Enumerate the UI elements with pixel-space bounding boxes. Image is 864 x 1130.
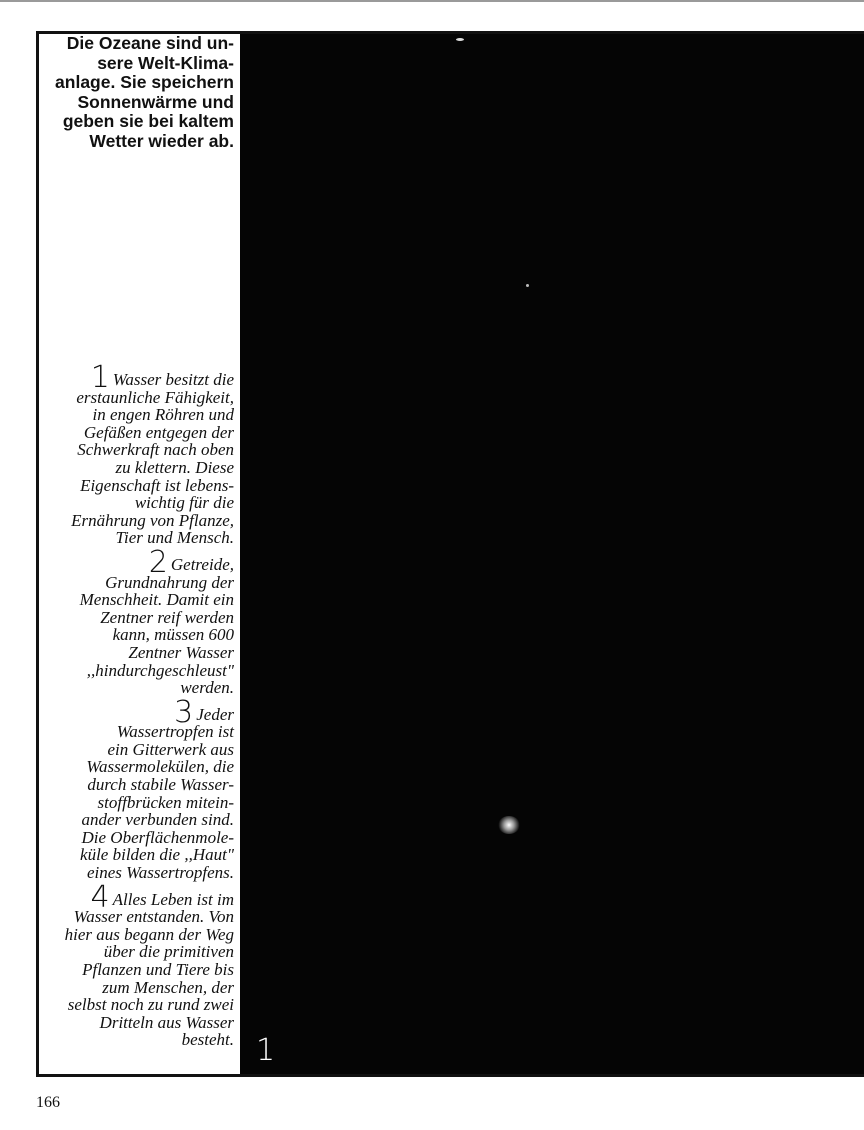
note-1 xyxy=(38,360,234,548)
page-number: 166 xyxy=(36,1094,60,1111)
note-line: Gefäßen entgegen der xyxy=(83,422,234,442)
caption-line: sere Welt-Klima- xyxy=(97,52,234,73)
note-line: Pflanzen und Tiere bis xyxy=(82,960,234,979)
caption-line: anlage. Sie speichern xyxy=(55,72,234,92)
note-line: stoffbrücken mitein- xyxy=(97,792,234,812)
note-line: besteht. xyxy=(181,1030,234,1050)
note-line: wichtig für die xyxy=(134,493,234,513)
note-line: Getreide, xyxy=(170,554,234,574)
note-2 xyxy=(38,544,234,698)
note-line: Ernährung von Pflanze, xyxy=(71,510,234,530)
water-drop-glow xyxy=(498,816,520,834)
note-line: Tier und Mensch. xyxy=(115,528,234,548)
note-line: selbst noch zu rund zwei xyxy=(67,995,234,1015)
note-line: ein Gitterwerk aus xyxy=(107,739,234,759)
note-line: Zentner Wasser xyxy=(128,642,234,662)
note-line: zum Menschen, der xyxy=(102,977,234,997)
caption-line: Wetter wieder ab. xyxy=(89,130,234,151)
note-number: 3 xyxy=(174,694,194,730)
note-4 xyxy=(38,879,234,1050)
note-line: werden. xyxy=(180,678,234,698)
note-number: 2 xyxy=(148,544,168,580)
caption-line: Die Ozeane sind un- xyxy=(66,33,234,53)
note-line: Wassertropfen ist xyxy=(116,722,234,742)
speck-top xyxy=(456,38,464,41)
caption-line: geben sie bei kaltem xyxy=(62,111,234,131)
photo-marker: 1 xyxy=(256,1033,276,1068)
note-line: Alles Leben ist im xyxy=(112,889,234,909)
numbered-notes xyxy=(38,360,234,1055)
note-number: 4 xyxy=(90,879,110,915)
note-line: Wasser entstanden. Von xyxy=(73,907,234,927)
note-line: Eigenschaft ist lebens- xyxy=(80,475,234,495)
note-line: Grundnahrung der xyxy=(105,572,234,592)
photo-panel xyxy=(240,34,864,1074)
note-line: eines Wassertropfens. xyxy=(86,863,234,883)
note-line: durch stabile Wasser- xyxy=(87,775,234,795)
note-line: kann, müssen 600 xyxy=(112,625,234,645)
note-line: Wassermolekülen, die xyxy=(86,757,234,777)
note-line: Jeder xyxy=(196,704,234,724)
note-line: ander verbunden sind. xyxy=(81,810,234,830)
note-line: über die primitiven xyxy=(103,942,234,962)
caption-line: Sonnenwärme und xyxy=(77,91,234,112)
note-line: Wasser besitzt die xyxy=(112,370,234,389)
note-line: küle bilden die ,,Haut" xyxy=(80,845,234,865)
note-line: ,,hindurchgeschleust" xyxy=(86,660,234,680)
caption xyxy=(44,34,234,151)
note-line: Schwerkraft nach oben xyxy=(77,440,234,460)
note-line: zu klettern. Diese xyxy=(115,457,234,477)
note-line: Die Oberflächenmole- xyxy=(81,827,234,847)
note-3 xyxy=(38,694,234,883)
top-rule xyxy=(0,0,864,2)
note-line: Zentner reif werden xyxy=(100,607,234,627)
note-line: erstaunliche Fähigkeit, xyxy=(76,387,234,407)
note-line: Dritteln aus Wasser xyxy=(99,1012,234,1032)
note-number: 1 xyxy=(90,360,110,395)
speck-mid xyxy=(526,284,529,287)
note-line: hier aus begann der Weg xyxy=(64,924,234,944)
note-line: Menschheit. Damit ein xyxy=(79,590,234,610)
note-line: in engen Röhren und xyxy=(92,405,234,425)
